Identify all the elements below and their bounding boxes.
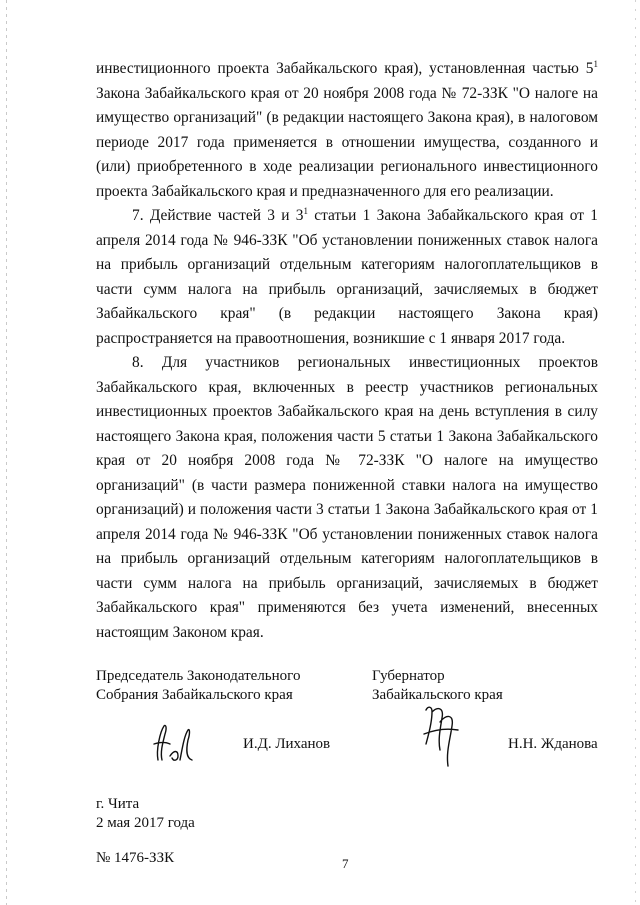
signature-likhanov (148, 720, 198, 768)
signatory-left-title: Председатель Законодательного Собрания Забайкальского края (96, 668, 301, 703)
law-body-text (96, 57, 598, 645)
signatory-right-title: Губернатор Забайкальского края (372, 668, 503, 703)
signatory-left-name: И.Д. Лиханов (243, 736, 331, 752)
law-number: № 1476-ЗЗК (96, 850, 175, 866)
paragraph-7: 7. Действие частей 3 и $3^1$ статьи 1 Закона Забайкальского края от 1 апреля 2014 года № 946-ЗЗК "Об установлении пониженных ставок налога на прибыль организаций отдельным категориям налогоплательщиков в части сумм налога на прибыль организаций, зачисляемых в бюджет Забайкальского края" (в редакции настоящего Закона края) распространяется на правоотношения, возникшие с 1 января 2017 года. (96, 206, 599, 347)
signature-zhdanova (418, 700, 462, 770)
paragraph-continuation: инвестиционного проекта Забайкальского края), установленная частью $5^1$ Закона Забайкальского края от 20 ноября 2008 года № 72-ЗЗК "О налоге на имущество организаций" (в редакции настоящего Закона края), в налоговом периоде 2017 года применяется в отношении имущества, созданного и (или) приобретенного в ходе реализации регионального инвестиционного проекта Забайкальского края и предназначенного для его реализации. (96, 59, 598, 200)
place-and-date (96, 795, 195, 833)
superscript: 1 (593, 59, 598, 69)
city: г. Чита (96, 796, 140, 812)
scan-edge-left (6, 0, 7, 905)
scan-edge-right (635, 0, 636, 905)
superscript: 1 (303, 206, 308, 216)
paragraph-8: 8. Для участников региональных инвестиционных проектов Забайкальского края, включенных в реестр участников региональных инвестиционных проектов Забайкальского края на день вступления в силу настоящего Закона края, положения части 5 статьи 1 Закона Забайкальского края от 20 ноября 2008 года № 72-ЗЗК "О налоге на имущество организаций" (в части размера пониженной ставки налога на имущество организаций) и положения части 3 статьи 1 Закона Забайкальского края от 1 апреля 2014 года № 946-ЗЗК "Об установлении пониженных ставок налога на прибыль организаций отдельным категориям налогоплательщиков в части сумм налога на прибыль организаций, зачисляемых в бюджет Забайкальского края" применяются без учета изменений, внесенных настоящим Законом края. (96, 354, 598, 641)
page-number: 7 (342, 856, 349, 871)
signatory-right-name: Н.Н. Жданова (508, 736, 598, 752)
date: 2 мая 2017 года (96, 815, 195, 831)
